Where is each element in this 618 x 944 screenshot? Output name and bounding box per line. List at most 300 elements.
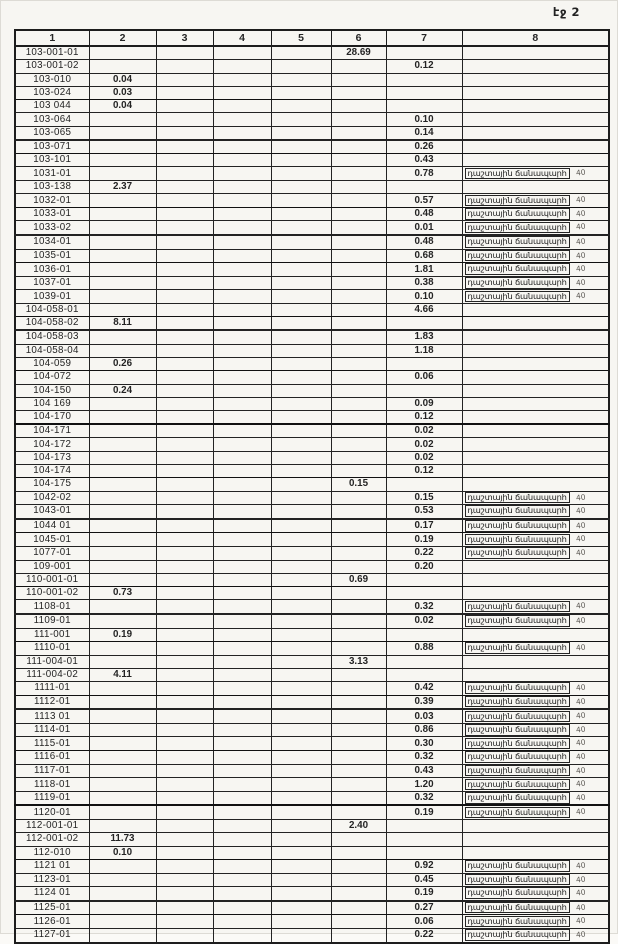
margin-note: 40 xyxy=(575,874,586,885)
cell-area-value xyxy=(156,60,213,73)
cell-land-use xyxy=(462,221,609,235)
cell-area-value xyxy=(386,100,462,113)
table-row xyxy=(15,859,609,873)
cell-land-use xyxy=(462,235,609,249)
road-type-label: դաշտային ճանապարհ xyxy=(465,751,570,763)
cell-area-value xyxy=(89,207,156,221)
cell-area-value xyxy=(156,573,213,586)
cell-area-value: 1.83 xyxy=(386,330,462,344)
cell-land-use xyxy=(462,46,609,60)
cell-area-value: 0.88 xyxy=(386,641,462,655)
cell-area-value xyxy=(156,451,213,464)
margin-note: 40 xyxy=(575,520,586,531)
cell-area-value xyxy=(331,411,386,425)
cell-area-value xyxy=(331,737,386,751)
table-row xyxy=(15,140,609,154)
cell-area-value xyxy=(271,655,331,668)
cell-area-value xyxy=(271,546,331,560)
cell-land-use xyxy=(462,180,609,193)
cell-area-value xyxy=(89,397,156,410)
cell-area-value xyxy=(156,873,213,887)
column-header: 2 xyxy=(89,30,156,46)
cell-area-value xyxy=(213,614,271,628)
cell-area-value xyxy=(271,384,331,397)
cell-area-value xyxy=(89,330,156,344)
cell-area-value xyxy=(331,60,386,73)
cell-area-value xyxy=(271,751,331,765)
cell-land-use xyxy=(462,778,609,792)
cell-land-use xyxy=(462,73,609,86)
cell-area-value xyxy=(89,533,156,547)
cell-area-value xyxy=(156,86,213,99)
cell-area-value xyxy=(156,737,213,751)
cell-parcel-code: 1127-01 xyxy=(15,928,89,942)
table-row xyxy=(15,100,609,113)
cell-area-value: 0.45 xyxy=(386,873,462,887)
cell-area-value xyxy=(89,290,156,304)
table-row xyxy=(15,86,609,99)
cell-area-value xyxy=(331,424,386,438)
cell-parcel-code: 1116-01 xyxy=(15,751,89,765)
table-row xyxy=(15,833,609,846)
cell-area-value xyxy=(271,641,331,655)
road-type-label: դաշտային ճանապարհ xyxy=(465,168,570,180)
cell-area-value xyxy=(331,263,386,277)
cell-area-value xyxy=(213,478,271,491)
table-row xyxy=(15,113,609,126)
cell-area-value xyxy=(271,438,331,451)
cell-area-value: 0.15 xyxy=(386,491,462,505)
cell-parcel-code: 1042-02 xyxy=(15,491,89,505)
cell-area-value xyxy=(156,180,213,193)
road-type-label: դաշտային ճանապարհ xyxy=(465,492,570,504)
cell-parcel-code: 1114-01 xyxy=(15,723,89,737)
cell-land-use xyxy=(462,290,609,304)
cell-land-use xyxy=(462,207,609,221)
cell-area-value xyxy=(156,249,213,263)
cell-area-value xyxy=(213,533,271,547)
cell-parcel-code: 103 044 xyxy=(15,100,89,113)
cell-area-value xyxy=(89,235,156,249)
cell-area-value xyxy=(213,384,271,397)
cell-area-value xyxy=(331,805,386,819)
margin-note: 40 xyxy=(575,250,586,261)
cell-area-value xyxy=(271,263,331,277)
table-row xyxy=(15,344,609,357)
cell-parcel-code: 110-001-02 xyxy=(15,587,89,600)
margin-note: 40 xyxy=(575,263,586,274)
cell-area-value xyxy=(156,587,213,600)
cell-area-value xyxy=(271,820,331,833)
cell-parcel-code: 111-004-02 xyxy=(15,668,89,681)
cell-area-value xyxy=(156,73,213,86)
cell-land-use xyxy=(462,100,609,113)
cell-parcel-code: 1036-01 xyxy=(15,263,89,277)
cell-area-value: 0.26 xyxy=(386,140,462,154)
cell-parcel-code: 104-172 xyxy=(15,438,89,451)
table-row xyxy=(15,668,609,681)
cell-area-value xyxy=(271,371,331,384)
column-header: 1 xyxy=(15,30,89,46)
cell-area-value xyxy=(213,464,271,477)
cell-area-value xyxy=(89,820,156,833)
cell-area-value xyxy=(271,600,331,614)
cell-area-value xyxy=(271,126,331,140)
cell-area-value: 0.24 xyxy=(89,384,156,397)
margin-note: 40 xyxy=(575,290,586,301)
cell-area-value xyxy=(156,167,213,181)
cell-area-value: 0.39 xyxy=(386,695,462,709)
road-type-label: դաշտային ճանապարհ xyxy=(465,534,570,546)
cell-land-use xyxy=(462,317,609,331)
cell-land-use xyxy=(462,330,609,344)
table-body xyxy=(15,46,609,943)
cell-area-value xyxy=(156,628,213,641)
cell-land-use xyxy=(462,276,609,290)
cell-area-value xyxy=(213,330,271,344)
cell-area-value xyxy=(386,46,462,60)
cell-land-use xyxy=(462,873,609,887)
cell-area-value xyxy=(213,901,271,915)
cell-area-value xyxy=(213,304,271,317)
cell-land-use xyxy=(462,357,609,370)
cell-area-value xyxy=(89,505,156,519)
table-row xyxy=(15,915,609,929)
cell-area-value xyxy=(271,317,331,331)
cell-area-value xyxy=(213,628,271,641)
table-row xyxy=(15,751,609,765)
cell-area-value xyxy=(331,397,386,410)
cell-area-value xyxy=(331,207,386,221)
cell-land-use xyxy=(462,901,609,915)
cell-parcel-code: 1035-01 xyxy=(15,249,89,263)
cell-area-value xyxy=(271,628,331,641)
cell-area-value xyxy=(156,140,213,154)
cell-area-value xyxy=(331,451,386,464)
cell-land-use xyxy=(462,655,609,668)
cell-area-value xyxy=(331,438,386,451)
cell-parcel-code: 103-024 xyxy=(15,86,89,99)
cell-area-value xyxy=(331,873,386,887)
cell-area-value xyxy=(271,614,331,628)
cell-area-value xyxy=(331,221,386,235)
cell-land-use xyxy=(462,915,609,929)
margin-note: 40 xyxy=(575,277,586,288)
cell-land-use xyxy=(462,887,609,901)
cell-area-value xyxy=(386,180,462,193)
cell-area-value xyxy=(271,249,331,263)
cell-area-value: 0.53 xyxy=(386,505,462,519)
cell-parcel-code: 109-001 xyxy=(15,560,89,573)
cell-area-value xyxy=(89,915,156,929)
cell-area-value: 0.03 xyxy=(89,86,156,99)
cell-area-value xyxy=(271,859,331,873)
cell-area-value xyxy=(213,928,271,942)
cell-land-use xyxy=(462,805,609,819)
cell-area-value xyxy=(213,167,271,181)
cell-area-value xyxy=(331,249,386,263)
cell-parcel-code: 1117-01 xyxy=(15,764,89,778)
table-row xyxy=(15,330,609,344)
cell-area-value xyxy=(213,249,271,263)
cell-area-value: 0.17 xyxy=(386,519,462,533)
cell-area-value xyxy=(89,560,156,573)
cell-area-value xyxy=(331,126,386,140)
road-type-label: դաշտային ճանապարհ xyxy=(465,887,570,899)
cell-area-value xyxy=(271,167,331,181)
cell-land-use xyxy=(462,344,609,357)
table-row xyxy=(15,600,609,614)
cell-area-value xyxy=(156,438,213,451)
cell-area-value xyxy=(213,859,271,873)
cell-area-value xyxy=(271,424,331,438)
cell-area-value xyxy=(386,655,462,668)
table-row xyxy=(15,723,609,737)
cell-area-value xyxy=(386,478,462,491)
cell-parcel-code: 1037-01 xyxy=(15,276,89,290)
cell-area-value xyxy=(156,533,213,547)
cell-area-value xyxy=(156,276,213,290)
table-row xyxy=(15,60,609,73)
cell-area-value xyxy=(89,221,156,235)
cell-area-value xyxy=(331,846,386,859)
cell-parcel-code: 112-010 xyxy=(15,846,89,859)
cell-land-use xyxy=(462,928,609,942)
cell-area-value xyxy=(156,519,213,533)
cell-parcel-code: 1033-02 xyxy=(15,221,89,235)
cell-area-value xyxy=(213,424,271,438)
cell-land-use xyxy=(462,723,609,737)
cell-area-value xyxy=(89,737,156,751)
cell-area-value: 0.43 xyxy=(386,764,462,778)
cell-area-value xyxy=(156,290,213,304)
margin-note: 40 xyxy=(575,682,586,693)
column-header: 3 xyxy=(156,30,213,46)
cell-area-value xyxy=(271,100,331,113)
cell-area-value xyxy=(156,641,213,655)
cell-area-value: 0.10 xyxy=(386,113,462,126)
cell-area-value xyxy=(213,519,271,533)
cell-area-value xyxy=(156,154,213,167)
cell-parcel-code: 104-058-02 xyxy=(15,317,89,331)
margin-note: 40 xyxy=(575,600,586,611)
cell-area-value xyxy=(331,600,386,614)
cell-area-value xyxy=(89,519,156,533)
cell-area-value xyxy=(213,833,271,846)
cell-area-value xyxy=(271,304,331,317)
cell-parcel-code: 1119-01 xyxy=(15,791,89,805)
cell-area-value xyxy=(331,546,386,560)
cell-area-value: 4.66 xyxy=(386,304,462,317)
table-row xyxy=(15,194,609,208)
cell-area-value xyxy=(331,276,386,290)
cell-parcel-code: 1039-01 xyxy=(15,290,89,304)
cell-area-value xyxy=(89,411,156,425)
cell-area-value xyxy=(213,655,271,668)
cell-area-value: 0.02 xyxy=(386,451,462,464)
table-row xyxy=(15,519,609,533)
cell-area-value xyxy=(156,901,213,915)
cell-parcel-code: 1044 01 xyxy=(15,519,89,533)
column-header: 5 xyxy=(271,30,331,46)
cell-area-value xyxy=(213,46,271,60)
cell-land-use xyxy=(462,668,609,681)
cell-area-value xyxy=(89,249,156,263)
cell-area-value xyxy=(331,140,386,154)
cell-area-value xyxy=(271,330,331,344)
cell-area-value xyxy=(156,207,213,221)
cell-area-value xyxy=(89,695,156,709)
cell-parcel-code: 103-001-02 xyxy=(15,60,89,73)
road-type-label: դաշտային ճանապարհ xyxy=(465,291,570,303)
cell-parcel-code: 1118-01 xyxy=(15,778,89,792)
cell-area-value xyxy=(213,100,271,113)
cell-area-value xyxy=(271,207,331,221)
margin-note: 40 xyxy=(575,492,586,503)
cell-area-value xyxy=(331,371,386,384)
cell-area-value xyxy=(156,263,213,277)
cell-land-use xyxy=(462,384,609,397)
cell-land-use xyxy=(462,478,609,491)
cell-land-use xyxy=(462,737,609,751)
cell-land-use xyxy=(462,533,609,547)
cell-area-value xyxy=(213,194,271,208)
cell-area-value: 1.81 xyxy=(386,263,462,277)
cell-area-value: 0.43 xyxy=(386,154,462,167)
cell-area-value: 0.02 xyxy=(386,424,462,438)
cell-area-value xyxy=(331,560,386,573)
cell-area-value xyxy=(331,751,386,765)
table-row xyxy=(15,846,609,859)
cell-area-value xyxy=(89,791,156,805)
cell-parcel-code: 111-001 xyxy=(15,628,89,641)
road-type-label: դաշտային ճանապարհ xyxy=(465,874,570,886)
cell-area-value xyxy=(271,709,331,723)
cell-area-value xyxy=(271,276,331,290)
cell-land-use xyxy=(462,424,609,438)
cell-area-value xyxy=(156,614,213,628)
cell-land-use xyxy=(462,846,609,859)
cell-area-value xyxy=(213,140,271,154)
cell-area-value xyxy=(89,464,156,477)
table-row xyxy=(15,873,609,887)
road-type-label: դաշտային ճանապարհ xyxy=(465,860,570,872)
cell-area-value xyxy=(213,873,271,887)
cell-parcel-code: 103-010 xyxy=(15,73,89,86)
cell-area-value xyxy=(89,371,156,384)
cell-parcel-code: 103-138 xyxy=(15,180,89,193)
cell-area-value xyxy=(271,560,331,573)
cell-area-value xyxy=(89,709,156,723)
cell-land-use xyxy=(462,600,609,614)
cell-land-use xyxy=(462,60,609,73)
cell-area-value xyxy=(213,709,271,723)
cell-area-value xyxy=(213,573,271,586)
road-type-label: դաշտային ճանապարհ xyxy=(465,277,570,289)
cell-area-value xyxy=(213,560,271,573)
cell-area-value xyxy=(213,751,271,765)
margin-note: 40 xyxy=(575,765,586,776)
cell-area-value: 0.26 xyxy=(89,357,156,370)
cell-land-use xyxy=(462,167,609,181)
cell-area-value xyxy=(156,846,213,859)
cell-parcel-code: 103-065 xyxy=(15,126,89,140)
cell-area-value xyxy=(386,573,462,586)
cell-area-value xyxy=(271,113,331,126)
cell-parcel-code: 104-072 xyxy=(15,371,89,384)
cell-area-value: 0.92 xyxy=(386,859,462,873)
cell-area-value: 0.19 xyxy=(386,533,462,547)
cell-area-value xyxy=(156,317,213,331)
cell-area-value xyxy=(156,304,213,317)
cell-land-use xyxy=(462,126,609,140)
cell-area-value xyxy=(156,928,213,942)
cell-area-value: 0.15 xyxy=(331,478,386,491)
margin-note: 40 xyxy=(575,505,586,516)
cell-area-value: 0.09 xyxy=(386,397,462,410)
table-row xyxy=(15,820,609,833)
cell-parcel-code: 1115-01 xyxy=(15,737,89,751)
table-row xyxy=(15,628,609,641)
cell-area-value xyxy=(213,371,271,384)
cell-area-value xyxy=(156,764,213,778)
cell-area-value xyxy=(89,901,156,915)
cell-area-value: 0.42 xyxy=(386,682,462,696)
cell-area-value xyxy=(89,304,156,317)
cell-parcel-code: 1108-01 xyxy=(15,600,89,614)
table-row xyxy=(15,46,609,60)
cell-area-value xyxy=(156,397,213,410)
cell-area-value: 8.11 xyxy=(89,317,156,331)
cell-area-value xyxy=(156,546,213,560)
cell-parcel-code: 104-059 xyxy=(15,357,89,370)
cell-area-value xyxy=(89,438,156,451)
cell-area-value xyxy=(156,46,213,60)
column-header: 7 xyxy=(386,30,462,46)
cell-area-value: 0.02 xyxy=(386,438,462,451)
cell-area-value: 0.20 xyxy=(386,560,462,573)
margin-note: 40 xyxy=(575,696,586,707)
cell-area-value xyxy=(271,46,331,60)
cell-area-value xyxy=(331,100,386,113)
road-type-label: դաշտային ճանապարհ xyxy=(465,682,570,694)
cell-land-use xyxy=(462,194,609,208)
table-row xyxy=(15,276,609,290)
cell-area-value xyxy=(331,928,386,942)
cell-area-value xyxy=(386,820,462,833)
cell-land-use xyxy=(462,411,609,425)
cell-area-value xyxy=(331,464,386,477)
cell-area-value xyxy=(89,113,156,126)
cell-land-use xyxy=(462,438,609,451)
cell-parcel-code: 112-001-02 xyxy=(15,833,89,846)
cell-area-value xyxy=(156,126,213,140)
cell-area-value xyxy=(213,317,271,331)
cell-land-use xyxy=(462,764,609,778)
cell-area-value xyxy=(331,791,386,805)
cell-area-value: 0.12 xyxy=(386,411,462,425)
cell-area-value xyxy=(156,330,213,344)
cell-area-value xyxy=(271,668,331,681)
cell-area-value: 11.73 xyxy=(89,833,156,846)
table-row xyxy=(15,451,609,464)
column-header: 6 xyxy=(331,30,386,46)
cell-area-value xyxy=(213,180,271,193)
cell-area-value xyxy=(271,887,331,901)
cell-area-value xyxy=(89,614,156,628)
cell-area-value xyxy=(271,846,331,859)
table-row xyxy=(15,478,609,491)
